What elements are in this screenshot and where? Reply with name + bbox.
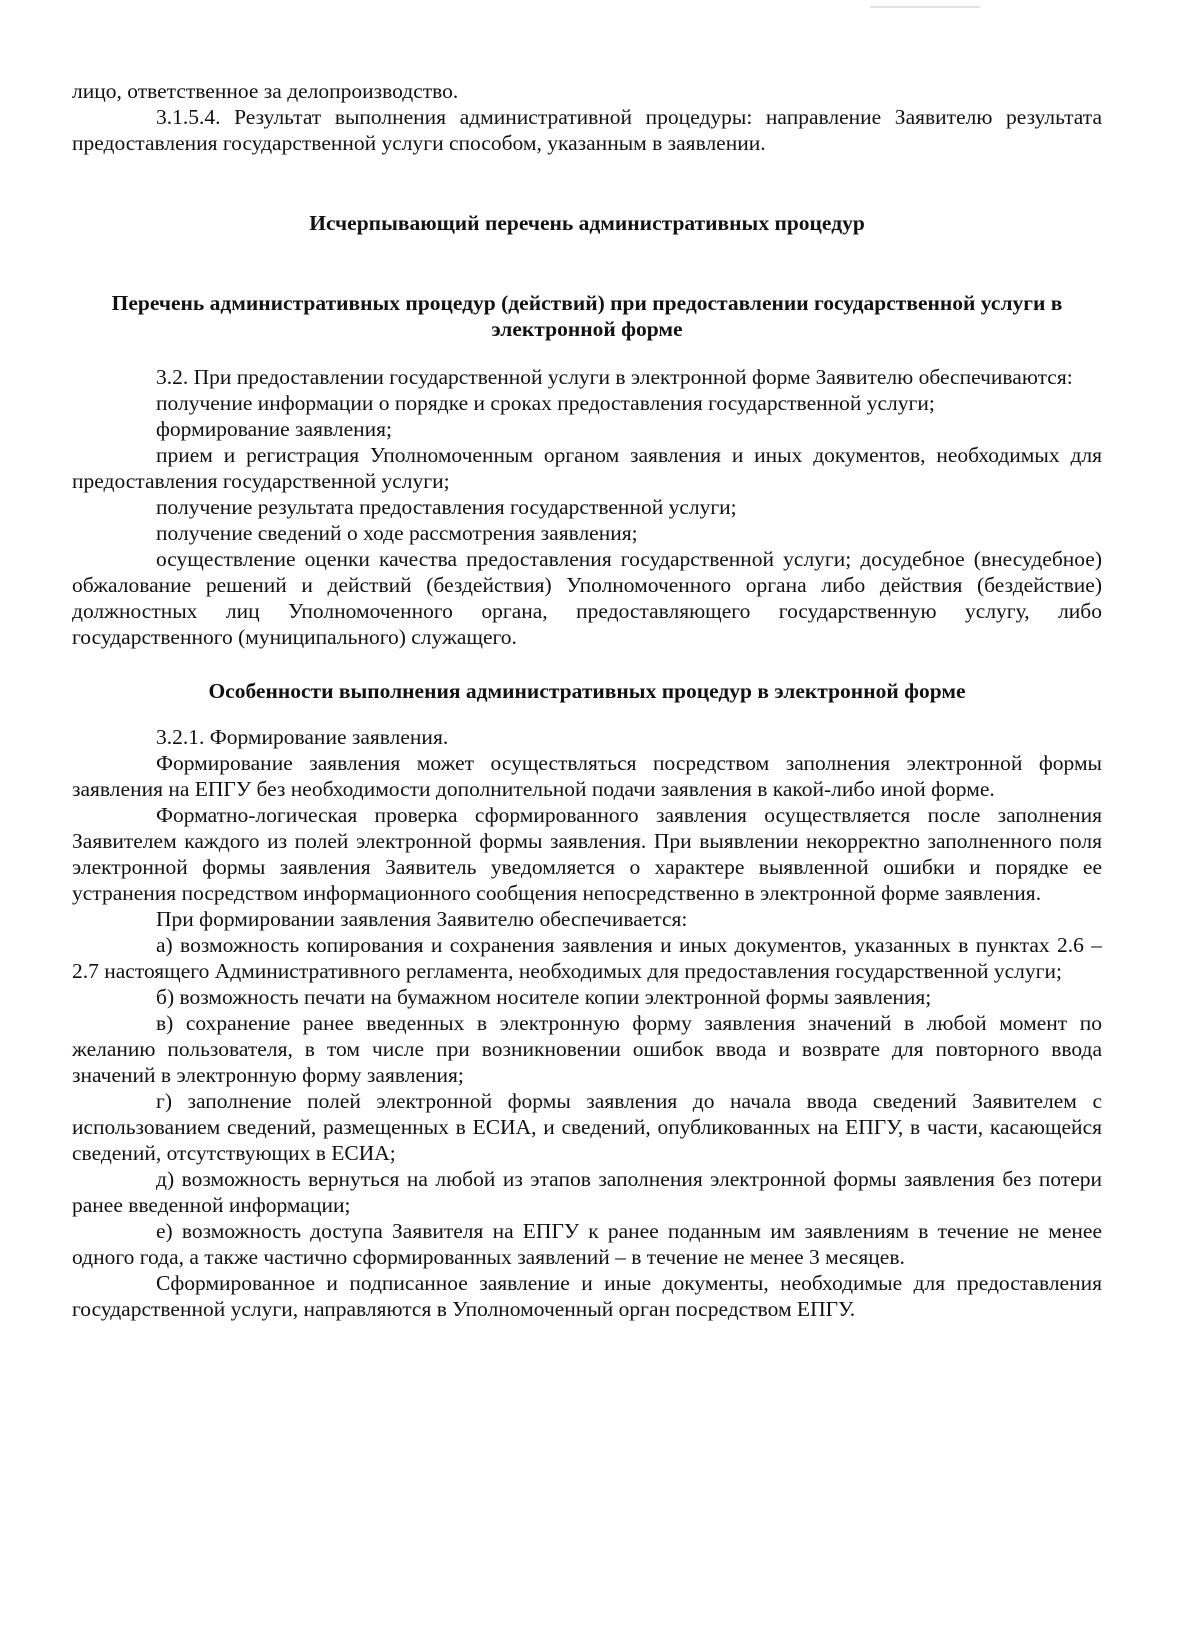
list-item: получение сведений о ходе рассмотрения заявления;	[156, 521, 638, 545]
heading-exhaustive-list: Исчерпывающий перечень административных процедур	[309, 211, 865, 235]
list-item: г) заполнение полей электронной формы заявления до начала ввода сведений Заявителем с использованием сведений, размещенных в ЕСИА, и сведений, опубликованных на ЕПГУ, в части, касающейся сведений, отсутствующих в ЕСИА;	[72, 1089, 1102, 1165]
paragraph-3-2-1-para1: Формирование заявления может осуществляться посредством заполнения электронной формы заявления на ЕПГУ без необходимости дополнительной подачи заявления в какой-либо иной форме.	[72, 751, 1102, 801]
list-item: осуществление оценки качества предоставления государственной услуги; досудебное (внесудебное) обжалование решений и действий (бездействия) Уполномоченного органа либо действия (бездействие) должностных лиц Уполномоченного органа, предоставляющего государственную услугу, либо государственного (муниципального) служащего.	[72, 547, 1102, 649]
list-item: прием и регистрация Уполномоченным органом заявления и иных документов, необходимых для предоставления государственной услуги;	[72, 443, 1102, 493]
paragraph-3-1-5-4: 3.1.5.4. Результат выполнения административной процедуры: направление Заявителю результата предоставления государственной услуги способом, указанным в заявлении.	[72, 105, 1102, 155]
paragraph-3-2-1-title: 3.2.1. Формирование заявления.	[156, 725, 449, 749]
heading-features: Особенности выполнения административных процедур в электронной форме	[208, 679, 966, 703]
paragraph-3-2-1-para3: При формировании заявления Заявителю обеспечивается:	[156, 907, 688, 931]
heading-list-electronic: Перечень административных процедур (действий) при предоставлении государственной услуги в электронной форме	[111, 291, 1063, 341]
paragraph-3-2-intro: 3.2. При предоставлении государственной услуги в электронной форме Заявителю обеспечиваются:	[156, 365, 1073, 389]
list-item: а) возможность копирования и сохранения заявления и иных документов, указанных в пунктах 2.6 – 2.7 настоящего Административного регламента, необходимых для предоставления государственной услуги;	[72, 933, 1102, 983]
list-item: получение результата предоставления государственной услуги;	[156, 495, 737, 519]
list-item: в) сохранение ранее введенных в электронную форму заявления значений в любой момент по желанию пользователя, в том числе при возникновении ошибок ввода и возврате для повторного ввода значений в электронную форму заявления;	[72, 1011, 1102, 1087]
paragraph-3-2-1-para2: Форматно-логическая проверка сформированного заявления осуществляется после заполнения Заявителем каждого из полей электронной формы заявления. При выявлении некорректно заполненного поля электронной формы заявления Заявитель уведомляется о характере выявленной ошибки и порядке ее устранения посредством информационного сообщения непосредственно в электронной форме заявления.	[72, 803, 1102, 905]
list-item: д) возможность вернуться на любой из этапов заполнения электронной формы заявления без потери ранее введенной информации;	[72, 1167, 1102, 1217]
scan-mark	[870, 6, 980, 8]
document-page	[72, 78, 1102, 1322]
list-item: формирование заявления;	[156, 417, 392, 441]
paragraph-3-2-1-final: Сформированное и подписанное заявление и иные документы, необходимые для предоставления государственной услуги, направляются в Уполномоченный орган посредством ЕПГУ.	[72, 1271, 1102, 1321]
list-item: получение информации о порядке и сроках предоставления государственной услуги;	[156, 391, 935, 415]
list-item: е) возможность доступа Заявителя на ЕПГУ к ранее поданным им заявлениям в течение не менее одного года, а также частично сформированных заявлений – в течение не менее 3 месяцев.	[72, 1219, 1102, 1269]
intro-line: лицо, ответственное за делопроизводство.	[72, 79, 459, 103]
list-item: б) возможность печати на бумажном носителе копии электронной формы заявления;	[156, 985, 932, 1009]
